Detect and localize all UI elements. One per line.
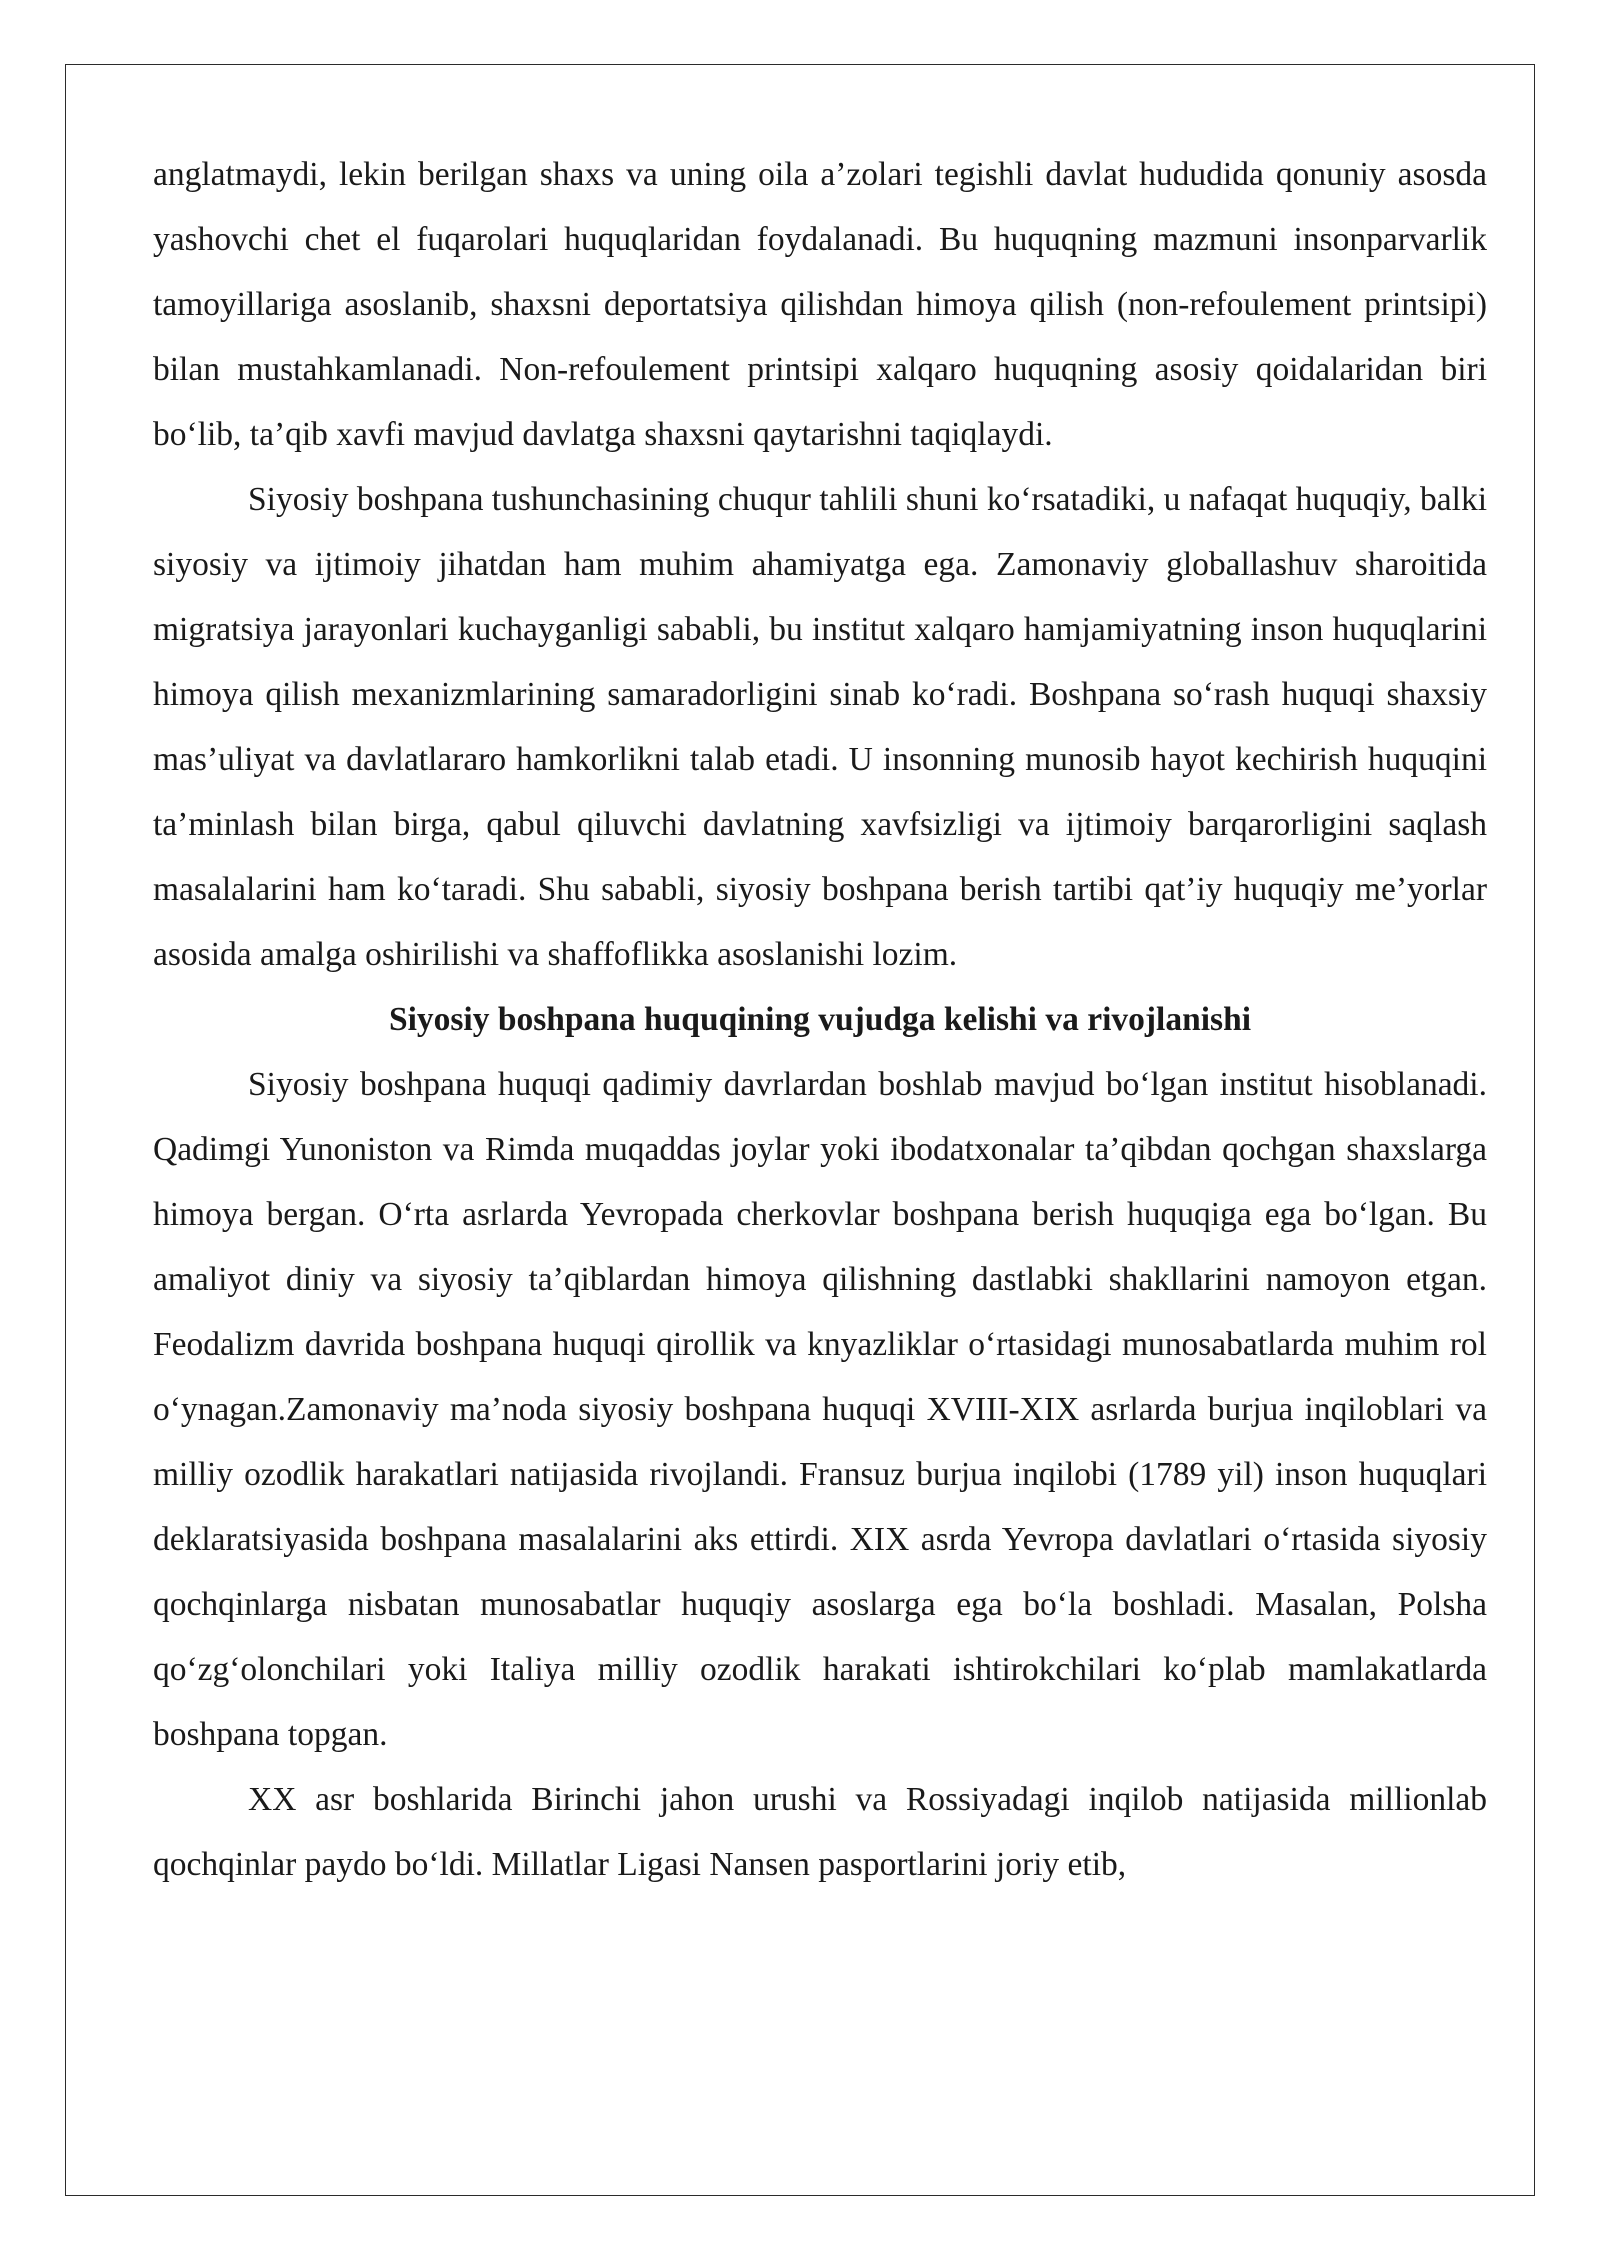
- section-heading: Siyosiy boshpana huquqining vujudga kelishi va rivojlanishi: [388, 1001, 1252, 1038]
- paragraph-twentieth-century: XX asr boshlarida Birinchi jahon urushi va Rossiyadagi inqilob natijasida millionlab qochqinlar paydo bo‘ldi. Millatlar Ligasi Nansen pasportlarini joriy etib,: [153, 1781, 1487, 1883]
- paragraph-asylum-history: Siyosiy boshpana huquqi qadimiy davrlardan boshlab mavjud bo‘lgan institut hisoblanadi. Qadimgi Yunoniston va Rimda muqaddas joylar yoki ibodatxonalar ta’qibdan qochgan shaxslarga himoya bergan. O‘rta asrlarda Yevropada cherkovlar boshpana berish huquqiga ega bo‘lgan. Bu amaliyot diniy va siyosiy ta’qiblardan himoya qilishning dastlabki shakllarini namoyon etgan. Feodalizm davrida boshpana huquqi qirollik va knyazliklar o‘rtasidagi munosabatlarda muhim rol o‘ynagan.Zamonaviy ma’noda siyosiy boshpana huquqi XVIII-XIX asrlarda burjua inqiloblari va milliy ozodlik harakatlari natijasida rivojlandi. Fransuz burjua inqilobi (1789 yil) inson huquqlari deklaratsiyasida boshpana masalalarini aks ettirdi. XIX asrda Yevropa davlatlari o‘rtasida siyosiy qochqinlarga nisbatan munosabatlar huquqiy asoslarga ega bo‘la boshladi. Masalan, Polsha qo‘zg‘olonchilari yoki Italiya milliy ozodlik harakati ishtirokchilari ko‘plab mamlakatlarda boshpana topgan.: [153, 1066, 1487, 1753]
- document-body: [153, 142, 1487, 1897]
- paragraph-continuation: anglatmaydi, lekin berilgan shaxs va uning oila a’zolari tegishli davlat hududida qonuniy asosda yashovchi chet el fuqarolari huquqlaridan foydalanadi. Bu huquqning mazmuni insonparvarlik tamoyillariga asoslanib, shaxsni deportatsiya qilishdan himoya qilish (non-refoulement printsipi) bilan mustahkamlanadi. Non-refoulement printsipi xalqaro huquqning asosiy qoidalaridan biri bo‘lib, ta’qib xavfi mavjud davlatga shaxsni qaytarishni taqiqlaydi.: [153, 156, 1487, 453]
- paragraph-asylum-analysis: Siyosiy boshpana tushunchasining chuqur tahlili shuni ko‘rsatadiki, u nafaqat huquqiy, balki siyosiy va ijtimoiy jihatdan ham muhim ahamiyatga ega. Zamonaviy globallashuv sharoitida migratsiya jarayonlari kuchayganligi sababli, bu institut xalqaro hamjamiyatning inson huquqlarini himoya qilish mexanizmlarining samaradorligini sinab ko‘radi. Boshpana so‘rash huquqi shaxsiy mas’uliyat va davlatlararo hamkorlikni talab etadi. U insonning munosib hayot kechirish huquqini ta’minlash bilan birga, qabul qiluvchi davlatning xavfsizligi va ijtimoiy barqarorligini saqlash masalalarini ham ko‘taradi. Shu sababli, siyosiy boshpana berish tartibi qat’iy huquqiy me’yorlar asosida amalga oshirilishi va shaffoflikka asoslanishi lozim.: [153, 481, 1488, 973]
